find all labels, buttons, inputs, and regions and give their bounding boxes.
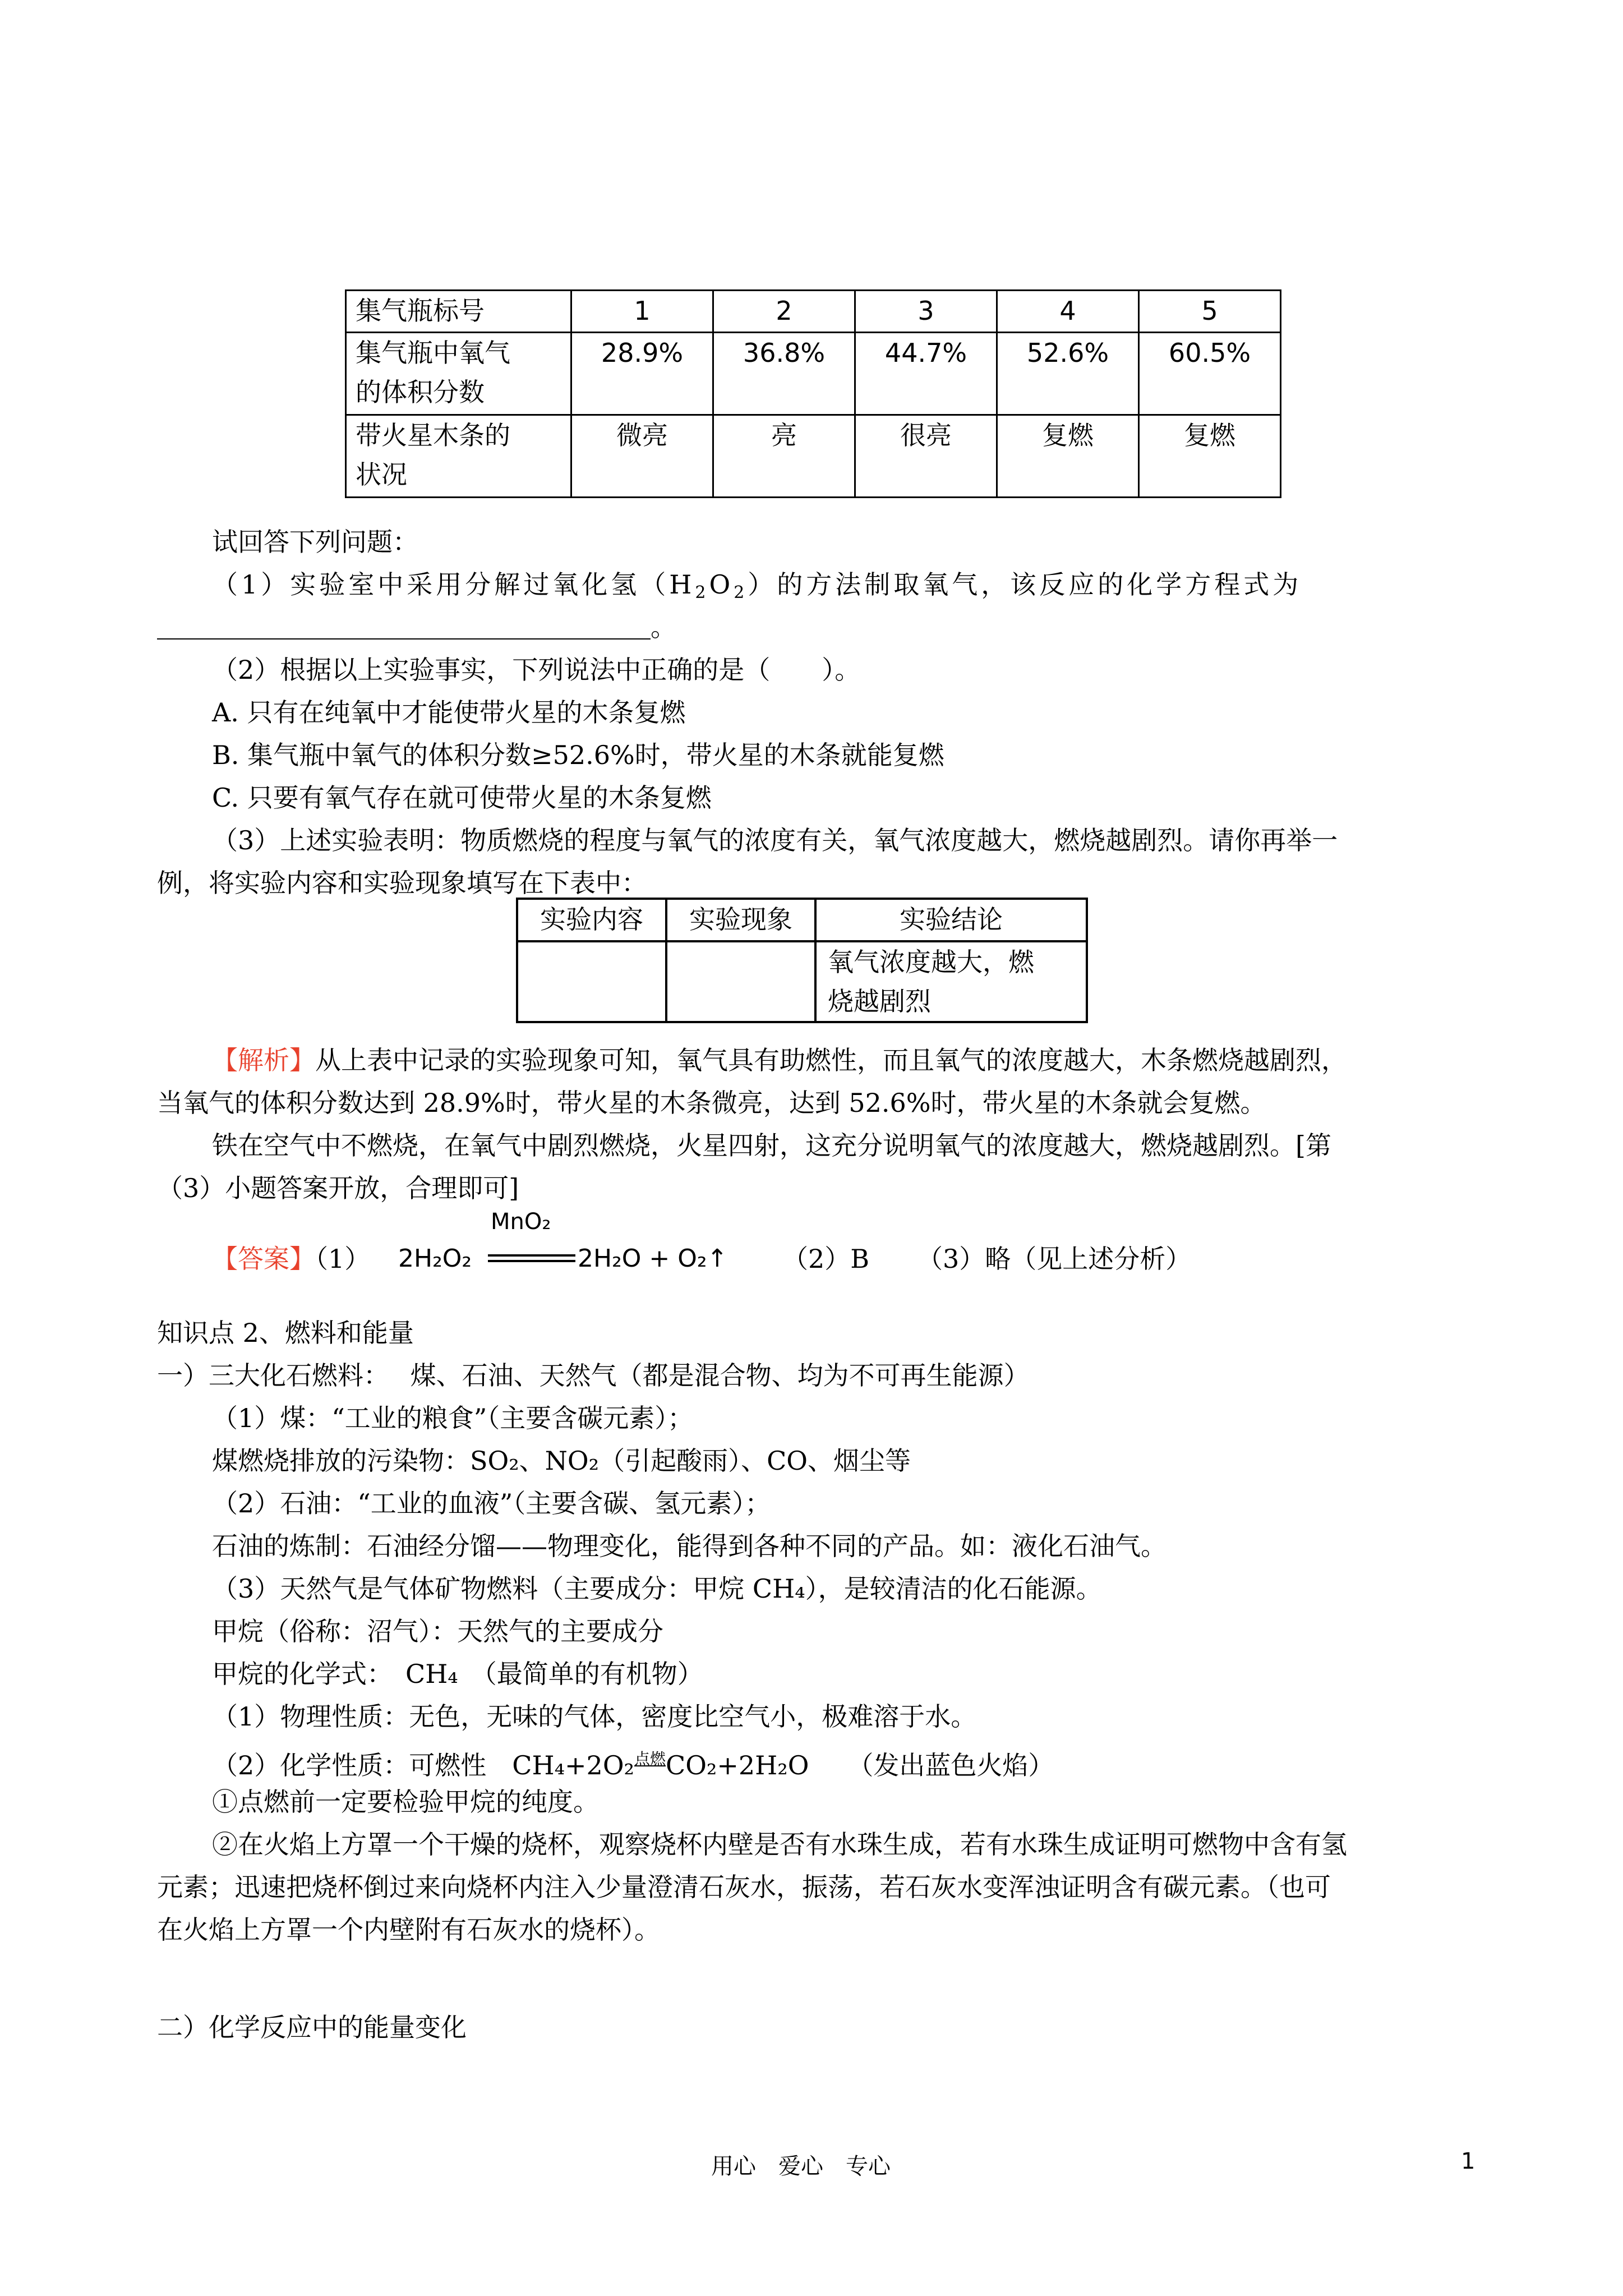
table-header-cell: 4 [997,291,1139,333]
answer-tag: 【答案】 [212,1244,315,1274]
questions-intro: 试回答下列问题： [212,527,418,557]
methane-formula-line: 甲烷的化学式： CH₄ （最简单的有机物） [212,1659,703,1689]
analysis-line2: 当氧气的体积分数达到 28.9%时，带火星的木条微亮，达到 52.6%时，带火星的木条就会复燃。 [157,1088,1266,1118]
coal-line: （1）煤：“工业的粮食”（主要含碳元素）； [212,1403,694,1433]
answer-fill-table [516,898,1088,1023]
table-cell: 很亮 [855,415,997,498]
note-2-line2: 元素；迅速把烧杯倒过来向烧杯内注入少量澄清石灰水，振荡，若石灰水变浑浊证明含有碳元素。（也可 [157,1872,1331,1902]
table-cell: 微亮 [571,415,713,498]
analysis-tag: 【解析】 [212,1045,315,1075]
note-2-line3: 在火焰上方罩一个内壁附有石灰水的烧杯）。 [157,1915,660,1945]
section-fossil-fuels: 一）三大化石燃料： 煤、石油、天然气（都是混合物、均为不可再生能源） [157,1360,1030,1391]
row-label-oxygen: 集气瓶中氧气 的体积分数 [346,333,571,415]
catalyst-label: MnO₂ [491,1209,551,1235]
table-header-cell: 实验内容 [517,899,666,941]
table-cell-conclusion: 氧气浓度越大，燃 烧越剧烈 [815,941,1087,1022]
table-cell: 52.6% [997,333,1139,415]
question-1: （1）实验室中采用分解过氧化氢$(H_2O_2)$的方法制取氧气，该反应的化学方程式为 [212,569,1302,602]
physical-property-line: （1）物理性质：无色，无味的气体，密度比空气小，极难溶于水。 [212,1701,977,1732]
analysis-line3: 铁在空气中不燃烧，在氧气中剧烈燃烧，火星四射，这充分说明氧气的浓度越大，燃烧越剧烈。[第 [212,1130,1331,1161]
chemical-property-line: （2）化学性质：可燃性 CH₄+2O₂$^{点燃}$CO₂+2H₂O （发出蓝色火焰） [212,1750,1054,1780]
table-cell: 复燃 [997,415,1139,498]
analysis-line4: （3）小题答案开放，合理即可] [157,1173,519,1203]
answer-part2: （2）B [782,1244,870,1274]
gas-line: （3）天然气是气体矿物燃料（主要成分：甲烷 CH₄），是较清洁的化石能源。 [212,1573,1102,1604]
table-cell-empty [666,941,815,1022]
answer-part3: （3）略（见上述分析） [917,1244,1192,1274]
table-header-cell: 集气瓶标号 [346,291,571,333]
note-1: ①点燃前一定要检验甲烷的纯度。 [212,1787,599,1817]
option-a: A. 只有在纯氧中才能使带火星的木条复燃 [212,697,686,728]
table-header-cell: 实验结论 [815,899,1087,941]
question-1-answer-line: 。 [157,606,676,648]
footer-motto: 用心 爱心 专心 [711,2154,891,2179]
oxygen-experiment-table [345,289,1281,498]
table-cell: 亮 [713,415,855,498]
option-b: B. 集气瓶中氧气的体积分数≥52.6%时，带火星的木条就能复燃 [212,740,944,770]
note-2-line1: ②在火焰上方罩一个干燥的烧杯，观察烧杯内壁是否有水珠生成，若有水珠生成证明可燃物中含有氢 [212,1829,1347,1860]
table-cell: 36.8% [713,333,855,415]
reaction-condition: 点燃 [634,1750,666,1768]
question-2: （2）根据以上实验事实，下列说法中正确的是（ ）。 [212,655,861,685]
oil-line: （2）石油：“工业的血液”（主要含碳、氢元素）； [212,1488,771,1519]
equation-equals-line [488,1254,575,1257]
option-c: C. 只要有氧气存在就可使带火星的木条复燃 [212,783,712,813]
knowledge-heading: 知识点 2、燃料和能量 [157,1318,414,1348]
page-number: 1 [1461,2148,1476,2174]
coal-pollution-line: 煤燃烧排放的污染物：SO₂、NO₂（引起酸雨）、CO、烟尘等 [212,1446,911,1476]
table-cell: 60.5% [1139,333,1281,415]
row-label-stick: 带火星木条的 状况 [346,415,571,498]
section-energy-change: 二）化学反应中的能量变化 [157,2012,467,2042]
table-cell: 28.9% [571,333,713,415]
oil-refine-line: 石油的炼制：石油经分馏——物理变化，能得到各种不同的产品。如：液化石油气。 [212,1531,1166,1561]
table-cell: 44.7% [855,333,997,415]
methane-name-line: 甲烷（俗称：沼气）：天然气的主要成分 [212,1616,663,1646]
table-cell-empty [517,941,666,1022]
equation-equals-line [488,1260,575,1262]
analysis-line1: 【解析】从上表中记录的实验现象可知，氧气具有助燃性，而且氧气的浓度越大，木条燃烧越剧烈， [212,1045,1347,1075]
table-header-cell: 5 [1139,291,1281,333]
table-header-cell: 2 [713,291,855,333]
equation-rhs: 2H₂O + O₂↑ [578,1244,728,1273]
answer-blank [157,616,651,639]
question-3-line1: （3）上述实验表明：物质燃烧的程度与氧气的浓度有关，氧气浓度越大，燃烧越剧烈。请你再举一 [212,825,1338,855]
equation-lhs: 2H₂O₂ [398,1244,472,1273]
answer-line: 【答案】（1） [212,1244,371,1274]
question-3-line2: 例，将实验内容和实验现象填写在下表中： [157,868,647,898]
table-cell: 复燃 [1139,415,1281,498]
table-header-cell: 3 [855,291,997,333]
table-header-cell: 1 [571,291,713,333]
table-header-cell: 实验现象 [666,899,815,941]
